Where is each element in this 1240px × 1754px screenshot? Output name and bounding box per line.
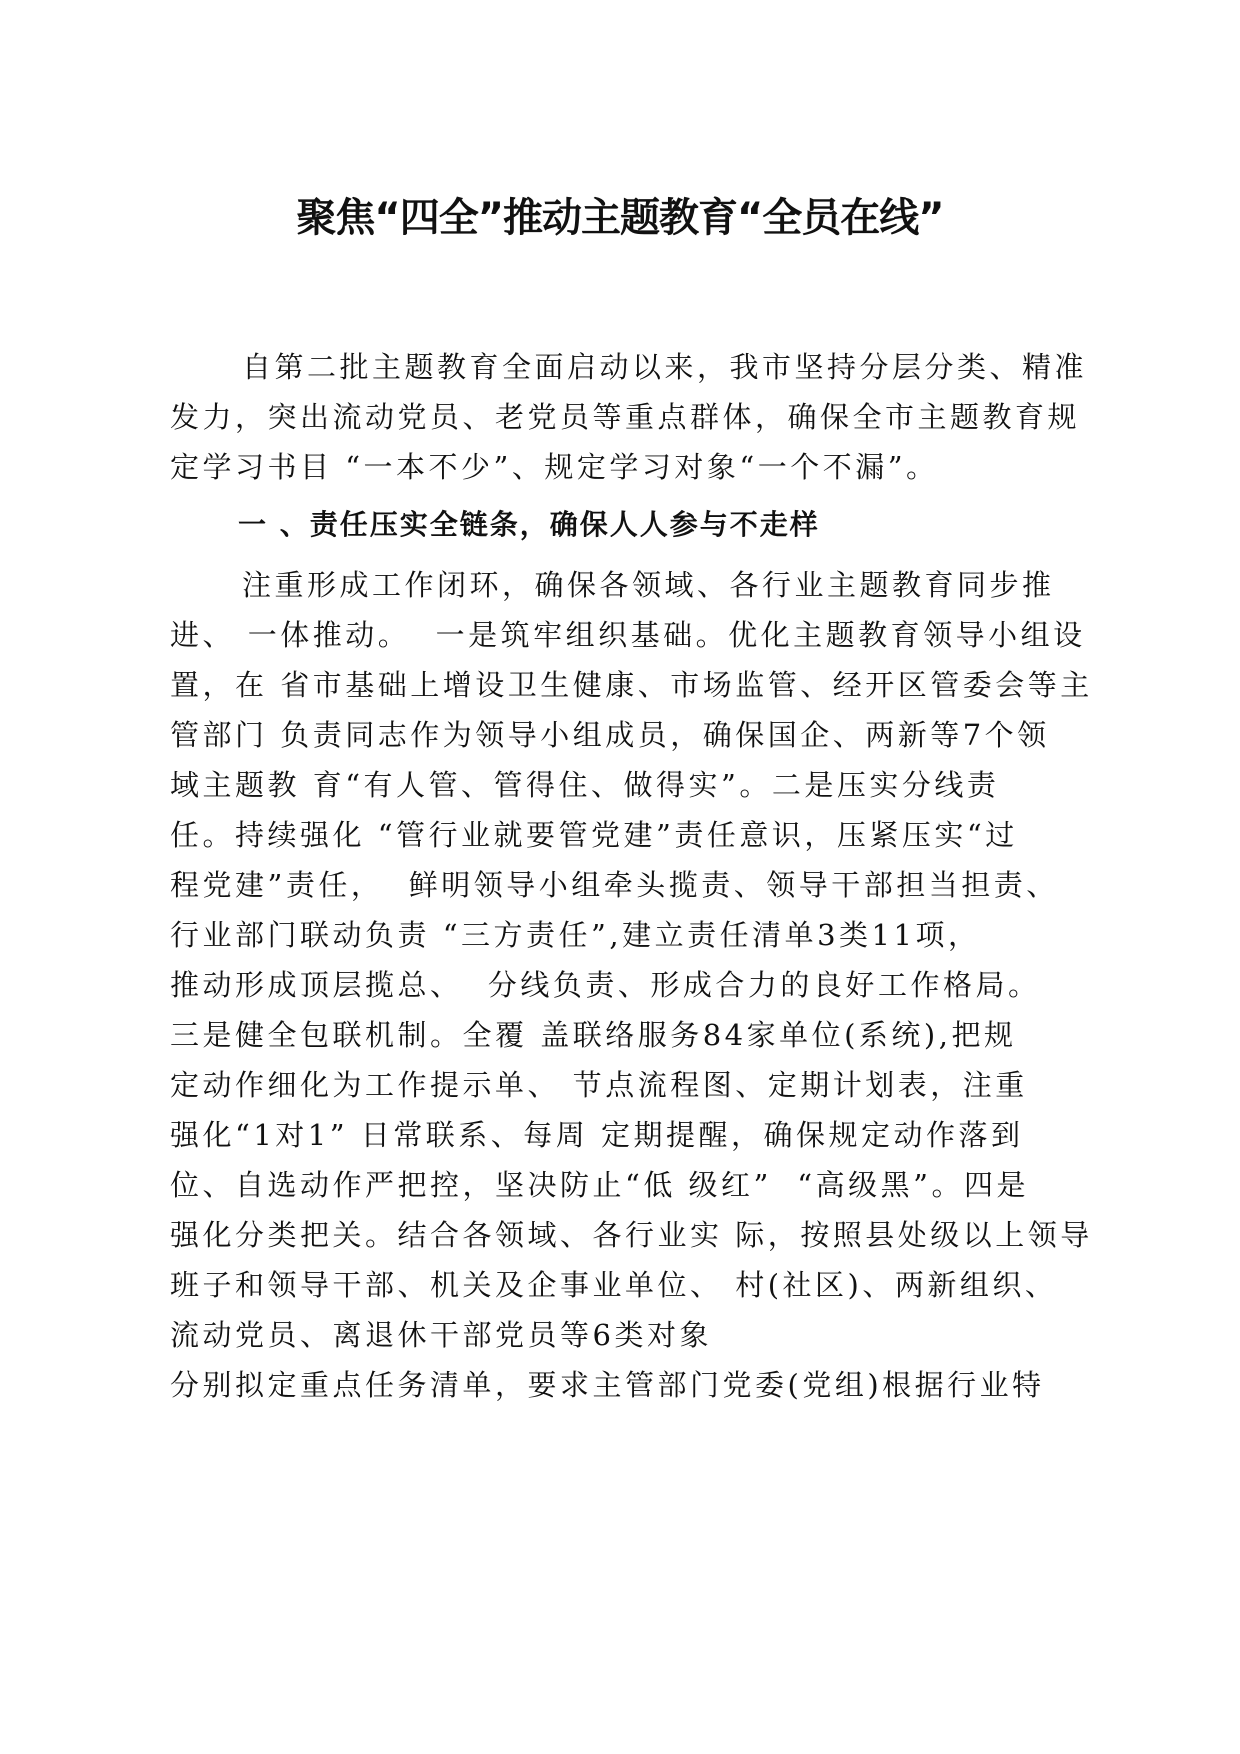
section-paragraph	[170, 560, 1093, 1410]
text-line: 管部门 负责同志作为领导小组成员，确保国企、两新等7个领	[170, 718, 1050, 752]
text-line: 位、自选动作严把控，坚决防止“低 级红” “高级黑”。四是	[170, 1168, 1029, 1202]
text-line: 任。持续强化 “管行业就要管党建”责任意识，压紧压实“过	[170, 818, 1018, 852]
text-line: 注重形成工作闭环，确保各领域、各行业主题教育同步推	[242, 568, 1055, 602]
text-line: 班子和领导干部、机关及企事业单位、 村(社区)、两新组织、	[170, 1268, 1058, 1302]
document-title: 聚焦“四全”推动主题教育“全员在线”	[296, 195, 944, 241]
text-line: 自第二批主题教育全面启动以来，我市坚持分层分类、精准	[242, 350, 1088, 384]
text-line: 域主题教 育“有人管、管得住、做得实”。二是压实分线责	[170, 768, 1000, 802]
text-line: 流动党员、离退休干部党员等6类对象	[170, 1318, 712, 1352]
text-line: 推动形成顶层揽总、 分线负责、形成合力的良好工作格局。	[170, 968, 1041, 1002]
section-heading: 一 、责任压实全链条，确保人人参与不走样	[238, 508, 820, 541]
text-line: 强化分类把关。结合各领域、各行业实 际，按照县处级以上领导	[170, 1218, 1093, 1252]
intro-paragraph	[170, 342, 1090, 492]
text-line: 定学习书目 “一本不少”、规定学习对象“一个不漏”。	[170, 450, 939, 484]
text-line: 三是健全包联机制。全覆 盖联络服务84家单位(系统),把规	[170, 1018, 1017, 1052]
text-line: 置，在 省市基础上增设卫生健康、市场监管、经开区管委会等主	[170, 668, 1093, 702]
text-line: 分别拟定重点任务清单，要求主管部门党委(党组)根据行业特	[170, 1368, 1045, 1402]
text-line: 强化“1对1” 日常联系、每周 定期提醒，确保规定动作落到	[170, 1118, 1024, 1152]
text-line: 发力，突出流动党员、老党员等重点群体，确保全市主题教育规	[170, 400, 1081, 434]
text-line: 行业部门联动负责 “三方责任”,建立责任清单3类11项，	[170, 918, 981, 952]
text-line: 定动作细化为工作提示单、 节点流程图、定期计划表，注重	[170, 1068, 1028, 1102]
text-line: 程党建”责任， 鲜明领导小组牵头揽责、领导干部担当担责、	[170, 868, 1059, 902]
text-line: 进、 一体推动。 一是筑牢组织基础。优化主题教育领导小组设	[170, 618, 1086, 652]
